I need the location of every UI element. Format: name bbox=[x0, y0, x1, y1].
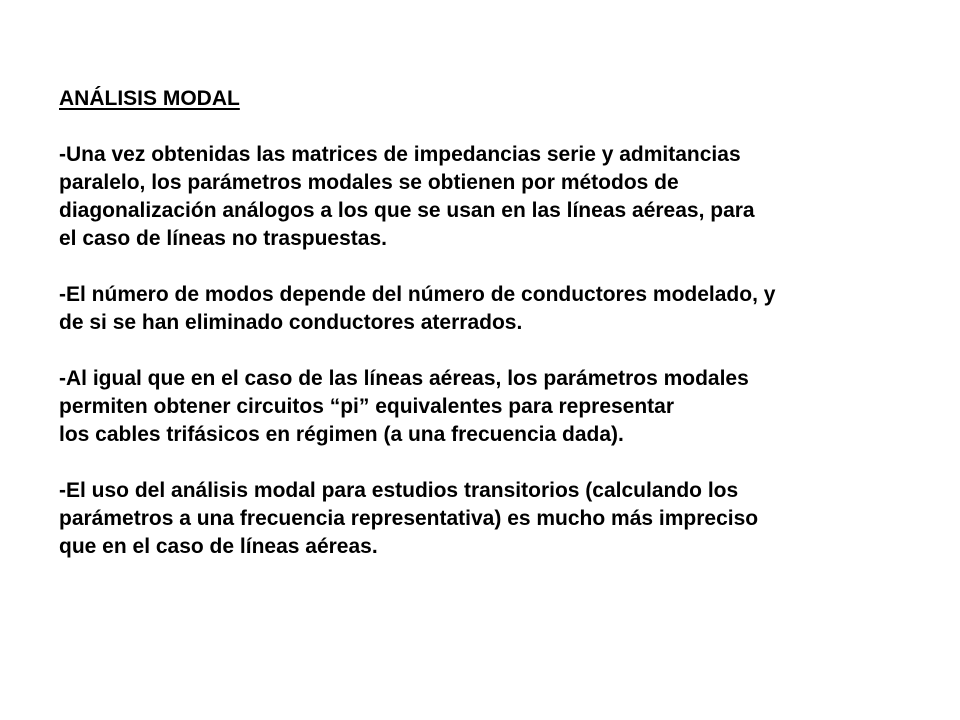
slide-content bbox=[59, 85, 919, 589]
paragraph-3-line-1: -Al igual que en el caso de las líneas aéreas, los parámetros modales bbox=[59, 367, 749, 390]
paragraph-2 bbox=[59, 281, 919, 337]
paragraph-3-line-3: los cables trifásicos en régimen (a una frecuencia dada). bbox=[59, 423, 624, 446]
paragraph-2-line-2: de si se han eliminado conductores aterrados. bbox=[59, 311, 523, 334]
paragraph-4-line-2: parámetros a una frecuencia representativa) es mucho más impreciso bbox=[59, 507, 759, 530]
paragraph-1-line-1: -Una vez obtenidas las matrices de impedancias serie y admitancias bbox=[59, 143, 741, 166]
paragraph-3 bbox=[59, 365, 919, 449]
paragraph-1 bbox=[59, 141, 919, 253]
paragraph-1-line-3: diagonalización análogos a los que se usan en las líneas aéreas, para bbox=[59, 199, 755, 222]
paragraph-4-line-1: -El uso del análisis modal para estudios transitorios (calculando los bbox=[59, 479, 739, 502]
paragraph-4 bbox=[59, 477, 919, 561]
paragraph-1-line-4: el caso de líneas no traspuestas. bbox=[59, 227, 387, 250]
slide-title: ANÁLISIS MODAL bbox=[59, 87, 240, 110]
paragraph-2-line-1: -El número de modos depende del número de conductores modelado, y bbox=[59, 283, 776, 306]
paragraph-3-line-2: permiten obtener circuitos “pi” equivalentes para representar bbox=[59, 395, 675, 418]
paragraph-4-line-3: que en el caso de líneas aéreas. bbox=[59, 535, 378, 558]
paragraph-1-line-2: paralelo, los parámetros modales se obtienen por métodos de bbox=[59, 171, 679, 194]
